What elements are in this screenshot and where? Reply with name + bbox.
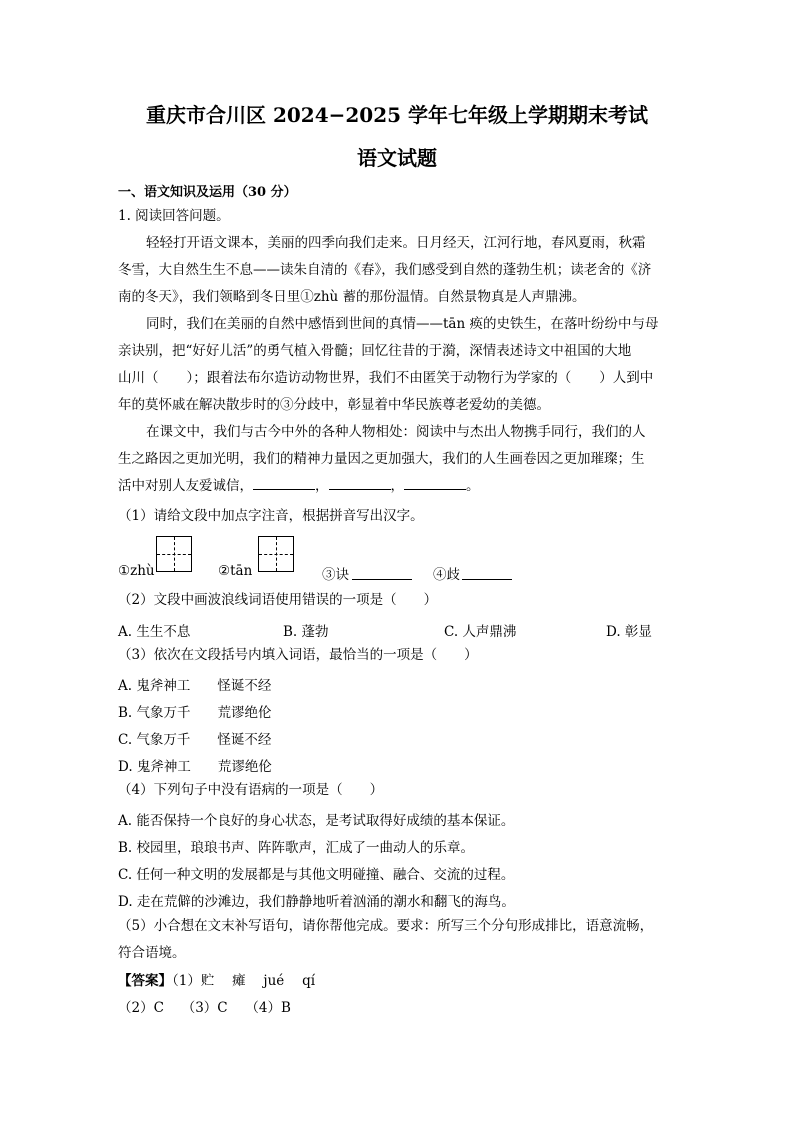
writing-grid-box[interactable] — [156, 536, 192, 572]
option-c[interactable]: C. 人声鼎沸 — [444, 624, 517, 640]
option-c[interactable]: C. 气象万千 怪诞不经 — [118, 732, 272, 748]
passage-paragraph-1 — [118, 230, 678, 311]
answer-line-2: （2）C （3）C （4）B — [118, 1000, 291, 1016]
answer-text: （1）贮 瘫 jué qí — [172, 973, 316, 989]
option-d[interactable]: D. 彰显 — [606, 624, 652, 640]
exam-title: 重庆市合川区 2024−2025 学年七年级上学期期末考试 — [145, 103, 648, 127]
sub-question-5-cont: 符合语境。 — [118, 945, 186, 961]
answer-blank[interactable] — [329, 477, 391, 490]
sub-question-5: （5）小合想在文末补写语句，请你帮他完成。要求：所写三个分句形成排比，语意流畅， — [118, 918, 654, 934]
option-b[interactable]: B. 蓬勃 — [283, 624, 329, 640]
answer-blank[interactable] — [404, 477, 466, 490]
writing-grid-box[interactable] — [258, 536, 294, 572]
sub-question-2: （2）文段中画波浪线词语使用错误的一项是（ ） — [118, 592, 438, 608]
passage-line: 同时，我们在美丽的自然中感悟到世间的真情——tān 痪的史铁生，在落叶纷纷中与母 — [146, 316, 659, 332]
option-d[interactable]: D. 鬼斧神工 荒谬绝伦 — [118, 759, 272, 775]
passage-line: 生之路因之更加光明，我们的精神力量因之更加强大，我们的人生画卷因之更加璀璨；生 — [118, 451, 645, 467]
option-c[interactable]: C. 任何一种文明的发展都是与其他文明碰撞、融合、交流的过程。 — [118, 867, 515, 883]
passage-text: 山川（ — [118, 370, 159, 386]
option-a[interactable]: A. 鬼斧神工 怪诞不经 — [118, 678, 272, 694]
passage-text: 活中对别人友爱诚信， — [118, 478, 253, 494]
item-qi-label: ④歧 — [433, 567, 460, 583]
sub-question-3: （3）依次在文段括号内填入词语，最恰当的一项是（ ） — [118, 647, 478, 663]
option-a[interactable]: A. 生生不息 — [118, 624, 191, 640]
sub-question-1: （1）请给文段中加点字注音，根据拼音写出汉字。 — [118, 508, 424, 524]
punctuation: 。 — [466, 478, 480, 494]
answer-line-1 — [118, 973, 315, 989]
item-jue-label: ③诀 — [322, 567, 349, 583]
answer-blank[interactable] — [253, 477, 315, 490]
passage-line: 轻轻打开语文课本，美丽的四季向我们走来。日月经天，江河行地，春风夏雨，秋霜 — [146, 235, 646, 251]
item-tan-label: ②tān — [218, 563, 253, 579]
item-zhu-label: ①zhù — [118, 563, 155, 579]
question-stem: 1. 阅读回答问题。 — [118, 208, 230, 224]
option-b[interactable]: B. 校园里，琅琅书声、阵阵歌声，汇成了一曲动人的乐章。 — [118, 840, 475, 856]
passage-text: ）人到中 — [599, 370, 654, 386]
punctuation: ， — [315, 478, 329, 494]
passage-text: ）；跟着法布尔造访动物世界，我们不由匿笑于动物行为学家的（ — [186, 370, 572, 386]
passage-line — [90, 365, 653, 392]
passage-line: 亲诀别，把“好好儿活”的勇气植入骨髓；回忆往昔的于漪，深情表述诗文中祖国的大地 — [118, 343, 632, 359]
punctuation: ， — [390, 478, 404, 494]
answer-label: 【答案】 — [118, 973, 172, 989]
sub-question-4: （4）下列句子中没有语病的一项是（ ） — [118, 782, 384, 798]
passage-line: 年的莫怀戚在解决散步时的③分歧中，彰显着中华民族尊老爱幼的美德。 — [118, 397, 550, 413]
answer-blank[interactable] — [352, 578, 412, 580]
passage-line — [90, 473, 480, 500]
exam-subtitle: 语文试题 — [357, 146, 437, 170]
option-a[interactable]: A. 能否保持一个良好的身心状态，是考试取得好成绩的基本保证。 — [118, 813, 515, 829]
answer-blank[interactable] — [462, 578, 512, 580]
section-heading: 一、语文知识及运用（30 分） — [118, 185, 297, 200]
passage-paragraph-3 — [118, 419, 678, 500]
passage-line: 在课文中，我们与古今中外的各种人物相处：阅读中与杰出人物携手同行，我们的人 — [146, 424, 646, 440]
option-b[interactable]: B. 气象万千 荒谬绝伦 — [118, 705, 272, 721]
option-d[interactable]: D. 走在荒僻的沙滩边，我们静静地听着汹涌的潮水和翻飞的海鸟。 — [118, 894, 515, 910]
passage-paragraph-2 — [118, 311, 678, 419]
passage-line: 冬雪，大自然生生不息——读朱自清的《春》，我们感受到自然的蓬勃生机；读老舍的《济 — [118, 262, 652, 278]
passage-line: 南的冬天》，我们领略到冬日里①zhù 蓄的那份温情。自然景物真是人声鼎沸。 — [118, 289, 586, 305]
